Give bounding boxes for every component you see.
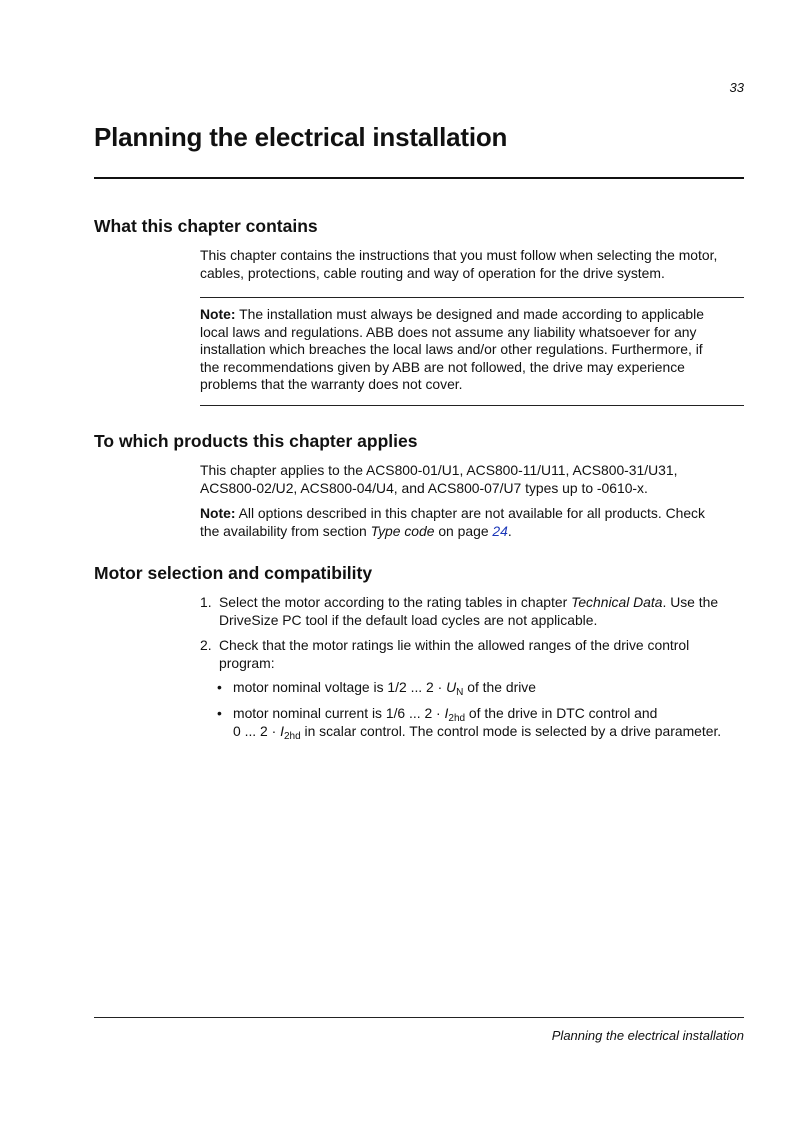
list-item-2 [200, 637, 748, 672]
section1-line2: cables, protections, cable routing and way of operation for the drive system. [200, 264, 665, 281]
bullet-marker: • [217, 679, 222, 695]
list-item-text [219, 594, 748, 629]
bullet2-line2-pre: 0 ... 2 · [233, 722, 281, 739]
current-subscript: 2hd [283, 730, 301, 742]
bullet1-end: of the drive [463, 679, 536, 695]
note-label: Note: [200, 505, 236, 521]
footer-chapter-title: Planning the electrical installation [551, 1028, 744, 1043]
section-heading-motor-selection: Motor selection and compatibility [94, 563, 373, 583]
section1-paragraph [200, 247, 748, 282]
item1-line1-pre: Select the motor according to the rating tables in chapter [219, 594, 572, 610]
note-line5: problems that the warranty does not cover. [200, 376, 463, 392]
bullet1-pre: motor nominal voltage is 1/2 ... 2 · [233, 679, 447, 695]
item1-line2: DriveSize PC tool if the default load cycles are not applicable. [219, 611, 598, 628]
chapter-title: Planning the electrical installation [94, 122, 508, 152]
page-24-link[interactable]: 24 [492, 522, 508, 539]
note-label: Note: [200, 306, 236, 322]
current-symbol: I [280, 722, 284, 739]
note-line1: The installation must always be designed and made according to applicable [235, 306, 704, 322]
note-line2: local laws and regulations. ABB does not assume any liability whatsoever for any [200, 323, 697, 340]
list-item-1 [200, 594, 748, 629]
current-symbol: I [444, 705, 449, 721]
bullet-text [233, 679, 757, 697]
bullet-item-voltage [217, 679, 757, 697]
voltage-symbol: U [446, 679, 457, 695]
title-rule [94, 177, 744, 179]
bullet-marker: • [217, 705, 222, 721]
type-code-reference: Type code [370, 522, 435, 539]
voltage-subscript: N [456, 687, 464, 698]
item2-line2: program: [219, 654, 275, 671]
section-heading-what-this-chapter-contains: What this chapter contains [94, 216, 318, 236]
note-rule-top [200, 297, 744, 298]
section-heading-to-which-products: To which products this chapter applies [94, 431, 418, 451]
item1-line1-end: . Use the [662, 594, 719, 610]
technical-data-reference: Technical Data [571, 594, 663, 610]
note-line2-pre: the availability from section [200, 522, 371, 539]
current-subscript: 2hd [448, 713, 466, 724]
item2-line1: Check that the motor ratings lie within the allowed ranges of the drive control [219, 637, 690, 653]
note-rule-bottom [200, 405, 744, 406]
footer-rule [94, 1017, 744, 1018]
bullet-text [233, 705, 757, 740]
section2-line1: This chapter applies to the ACS800-01/U1, ACS800-11/U11, ACS800-31/U31, [200, 462, 678, 478]
note-line3: installation which breaches the local laws and/or other regulations. Furthermore, if [200, 341, 703, 357]
section2-paragraph [200, 462, 748, 497]
note-line2-end: . [507, 522, 512, 539]
note-line4: the recommendations given by ABB are not followed, the drive may experience [200, 358, 685, 375]
list-marker: 2. [200, 637, 212, 653]
section2-note [200, 505, 748, 540]
section2-line2: ACS800-02/U2, ACS800-04/U4, and ACS800-07/U7 types up to -0610-x. [200, 479, 648, 496]
bullet2-line2-end: in scalar control. The control mode is selected by a drive parameter. [300, 722, 722, 739]
section1-line1: This chapter contains the instructions that you must follow when selecting the motor, [200, 247, 718, 263]
list-marker: 1. [200, 594, 212, 610]
note-line2-mid: on page [434, 522, 493, 539]
list-item-text [219, 637, 748, 672]
page-number: 33 [729, 80, 744, 95]
bullet2-line1-end: of the drive in DTC control and [465, 705, 658, 721]
bullet2-line1-pre: motor nominal current is 1/6 ... 2 · [233, 705, 445, 721]
section1-note [200, 306, 748, 394]
note-line1: All options described in this chapter are not available for all products. Check [235, 505, 705, 521]
bullet-item-current [217, 705, 757, 740]
